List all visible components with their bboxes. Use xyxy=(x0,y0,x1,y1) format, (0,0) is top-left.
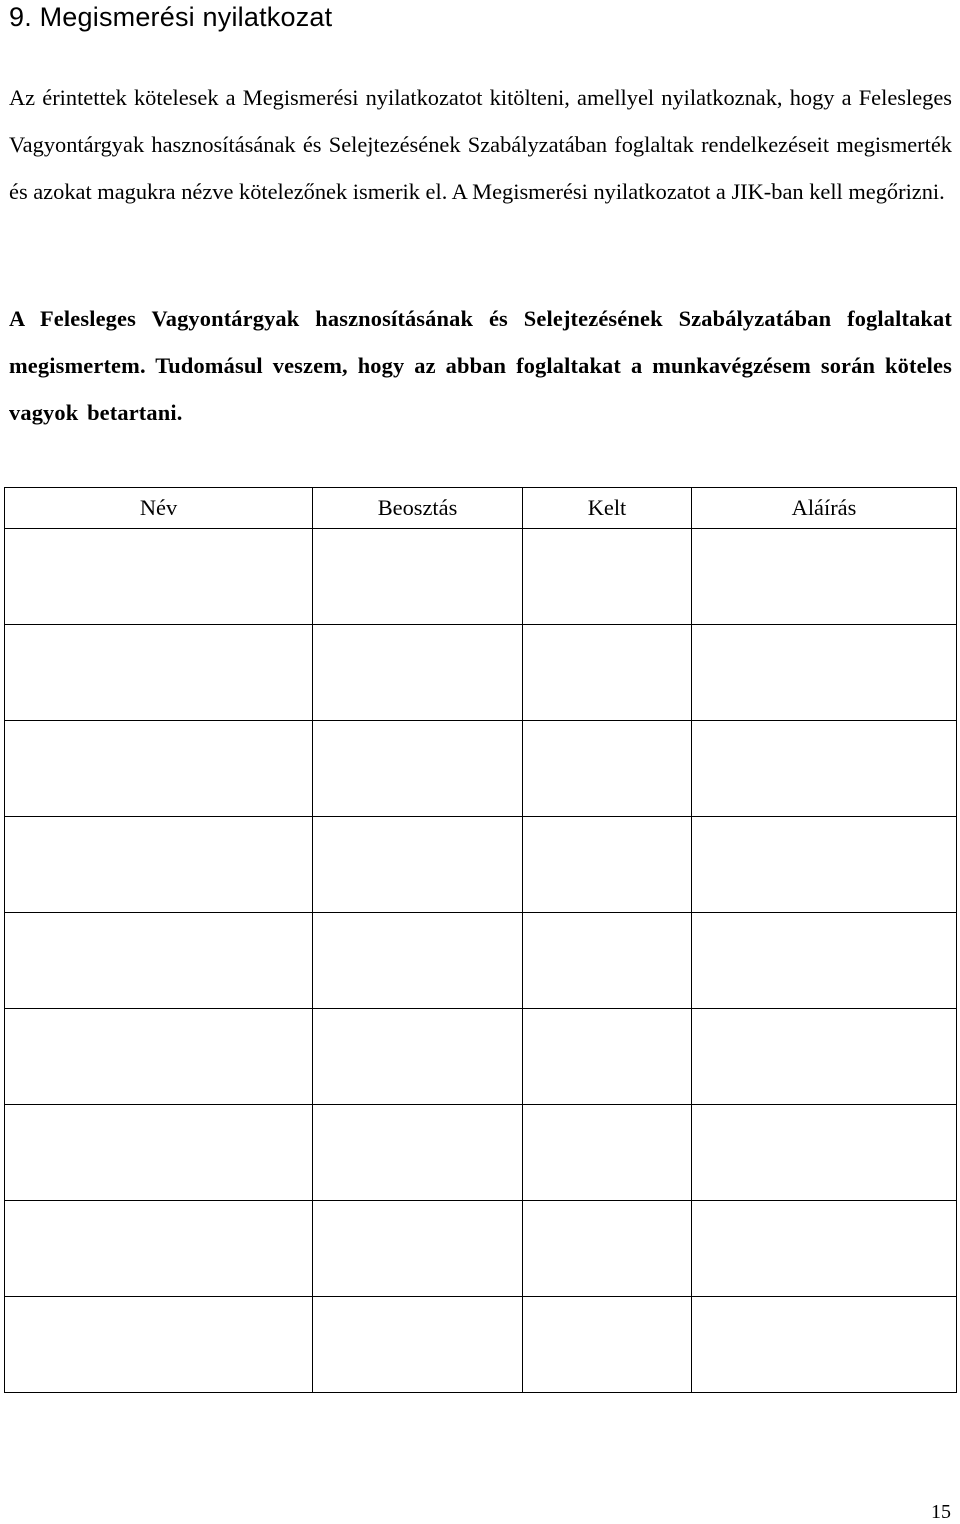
signature-cell[interactable] xyxy=(692,913,957,1009)
signature-cell[interactable] xyxy=(692,529,957,625)
position-cell[interactable] xyxy=(313,529,523,625)
signature-cell[interactable] xyxy=(692,817,957,913)
signature-cell[interactable] xyxy=(692,1297,957,1393)
date-cell[interactable] xyxy=(523,1009,692,1105)
name-cell[interactable] xyxy=(5,1009,313,1105)
position-cell[interactable] xyxy=(313,1009,523,1105)
header-date: Kelt xyxy=(523,488,692,529)
name-cell[interactable] xyxy=(5,529,313,625)
table-row xyxy=(5,1297,957,1393)
position-cell[interactable] xyxy=(313,721,523,817)
position-cell[interactable] xyxy=(313,625,523,721)
table-row xyxy=(5,817,957,913)
intro-paragraph: Az érintettek kötelesek a Megismerési nyilatkozatot kitölteni, amellyel nyilatkoznak, hogy a Felesleges Vagyontárgyak hasznosításának és Selejtezésének Szabályzatában foglaltak rendelkezéseit megismerték és azokat magukra nézve kötelezőnek ismerik el. A Megismerési nyilatkozatot a JIK-ban kell megőrizni. xyxy=(9,85,952,204)
signature-cell[interactable] xyxy=(692,1201,957,1297)
position-cell[interactable] xyxy=(313,1105,523,1201)
signature-cell[interactable] xyxy=(692,1009,957,1105)
signature-table-header-row xyxy=(5,488,957,529)
table-row xyxy=(5,1201,957,1297)
date-cell[interactable] xyxy=(523,721,692,817)
table-row xyxy=(5,1009,957,1105)
table-row xyxy=(5,721,957,817)
table-row xyxy=(5,625,957,721)
name-cell[interactable] xyxy=(5,913,313,1009)
header-signature: Aláírás xyxy=(692,488,957,529)
signature-cell[interactable] xyxy=(692,721,957,817)
position-cell[interactable] xyxy=(313,817,523,913)
date-cell[interactable] xyxy=(523,1297,692,1393)
section-heading: 9. Megismerési nyilatkozat xyxy=(9,2,333,32)
name-cell[interactable] xyxy=(5,1105,313,1201)
header-name: Név xyxy=(5,488,313,529)
header-position: Beosztás xyxy=(313,488,523,529)
page-number: 15 xyxy=(931,1501,951,1523)
signature-table xyxy=(4,487,957,1393)
date-cell[interactable] xyxy=(523,817,692,913)
date-cell[interactable] xyxy=(523,1105,692,1201)
signature-cell[interactable] xyxy=(692,1105,957,1201)
name-cell[interactable] xyxy=(5,817,313,913)
date-cell[interactable] xyxy=(523,625,692,721)
position-cell[interactable] xyxy=(313,1201,523,1297)
name-cell[interactable] xyxy=(5,1297,313,1393)
table-row xyxy=(5,529,957,625)
position-cell[interactable] xyxy=(313,913,523,1009)
position-cell[interactable] xyxy=(313,1297,523,1393)
statement-paragraph: A Felesleges Vagyontárgyak hasznosításának és Selejtezésének Szabályzatában foglaltakat megismertem. Tudomásul veszem, hogy az abban foglaltakat a munkavégzésem során köteles vagyok betartani. xyxy=(9,306,952,425)
date-cell[interactable] xyxy=(523,529,692,625)
signature-cell[interactable] xyxy=(692,625,957,721)
date-cell[interactable] xyxy=(523,913,692,1009)
date-cell[interactable] xyxy=(523,1201,692,1297)
table-row xyxy=(5,913,957,1009)
table-row xyxy=(5,1105,957,1201)
name-cell[interactable] xyxy=(5,721,313,817)
signature-table-body xyxy=(5,529,957,1393)
name-cell[interactable] xyxy=(5,625,313,721)
name-cell[interactable] xyxy=(5,1201,313,1297)
